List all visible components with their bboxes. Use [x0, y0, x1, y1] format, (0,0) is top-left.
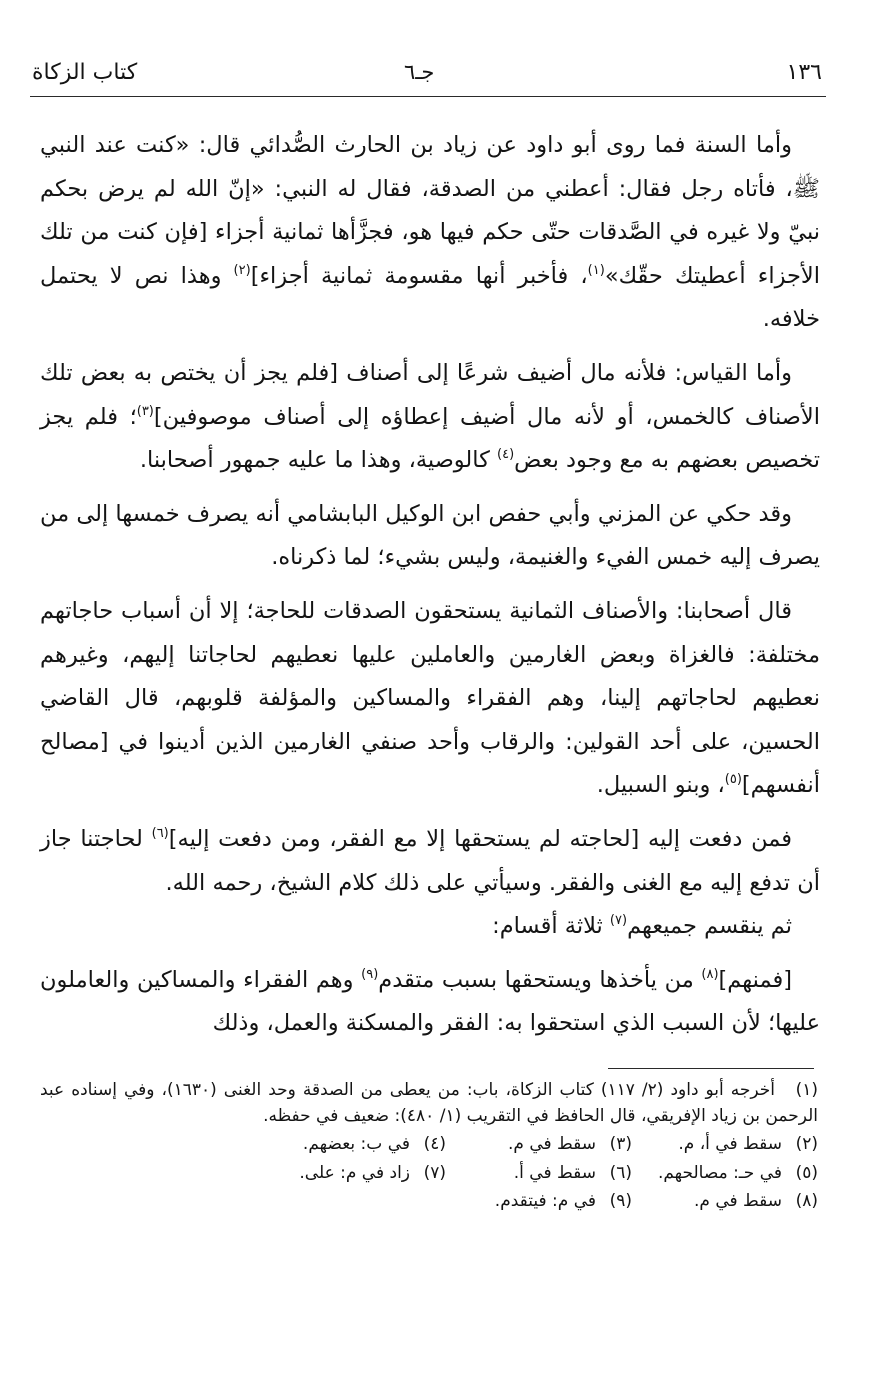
paragraph: [40, 905, 820, 949]
footnote-item: [632, 1161, 818, 1187]
footnote-text: في حـ: مصالحهم.: [657, 1162, 782, 1183]
page-header: [32, 52, 822, 96]
footnote-text: سقط في م.: [507, 1134, 596, 1154]
paragraph-text: قال أصحابنا: والأصناف الثمانية يستحقون الصدقات للحاجة؛ إلا أن أسباب حاجاتهم مختلفة: فالغزاة وبعض الغارمين والعاملين عليها نعطيهم لحاجاتنا إليهم، وغيرهم نعطيهم لحاجاتهم إلينا، وهم الفقراء والمساكين والمؤلفة قلوبهم، قال القاضي الحسين، على أحد القولين: والرقاب وأحد صنفي الغارمين الذين أدينوا في [مصالح أنفسهم]: [40, 597, 820, 799]
footnote-number: (٥): [795, 1162, 818, 1183]
page-number: ١٣٦: [786, 60, 822, 85]
header-divider: [30, 96, 826, 97]
footnote-number: (٧): [423, 1162, 446, 1183]
footnote-text: سقط في م.: [693, 1191, 782, 1211]
footnote-reference: (٤): [497, 447, 515, 463]
body-text: [40, 124, 820, 1056]
footnote-reference: (٣): [136, 403, 154, 419]
footnote-item: [632, 1132, 818, 1158]
paragraph: [40, 124, 820, 342]
footnote-number: (٨): [795, 1191, 818, 1211]
footnote-text: سقط في أ، م.: [678, 1134, 782, 1154]
footnote-item: [446, 1161, 632, 1187]
paragraph-text: [فمنهم]: [718, 966, 792, 993]
footnote-reference: (٢): [233, 262, 251, 278]
footnote-text: في م: فيتقدم.: [494, 1191, 596, 1211]
footnote-row: [40, 1132, 818, 1158]
volume-label: جـ٦: [404, 60, 435, 84]
paragraph-text: من يأخذها ويستحقها بسبب متقدم: [378, 966, 702, 993]
footnote-item: [260, 1132, 446, 1158]
paragraph-text: ثلاثة أقسام:: [492, 913, 610, 940]
paragraph-text: فمن دفعت إليه [لحاجته لم يستحقها إلا مع الفقر، ومن دفعت إليه]: [168, 825, 792, 852]
paragraph: [40, 818, 820, 905]
paragraph-text: لحاجتنا جاز أن تدفع إليه مع الغنى والفقر. وسيأتي على ذلك كلام الشيخ، رحمه الله.: [40, 825, 820, 896]
paragraph-text: وهم الفقراء والمساكين والعاملون عليها؛ لأن السبب الذي استحقوا به: الفقر والمسكنة والعمل، وذلك: [40, 966, 820, 1037]
footnote-item: [446, 1189, 632, 1215]
footnote-number: (٤): [423, 1134, 446, 1154]
footnote-reference: (١): [587, 262, 605, 278]
footnote-number: (٦): [609, 1162, 632, 1183]
book-title: كتاب الزكاة: [32, 60, 138, 85]
footnote-text: زاد في م: على.: [299, 1162, 410, 1183]
footnote-grid: [40, 1132, 818, 1215]
footnote-reference: (٨): [701, 966, 719, 982]
footnote-number: (٢): [795, 1134, 818, 1154]
paragraph-text: ؛ فلم يجز تخصيص بعضهم به مع وجود بعض: [40, 403, 820, 474]
footnote-1: [40, 1078, 818, 1129]
footnote-reference: (٩): [361, 966, 379, 982]
paragraph-text: وأما السنة فما روى أبو داود عن زياد بن الحارث الصُّدائي قال: «كنت عند النبي ﷺ، فأتاه رجل فقال: أعطني من الصدقة، فقال له النبي: «إنّ الله لم يرض بحكم نبيّ ولا غيره في الصَّدقات حتّى حكم فيها هو، فجزَّأها ثمانية أجزاء [فإن كنت من تلك الأجزاء أعطيتك حقّك»: [40, 132, 820, 289]
footnote-text: أخرجه أبو داود (٢/ ١١٧) كتاب الزكاة، باب: من يعطى من الصدقة وحد الغنى (١٦٣٠)، وفي إسناده عبد الرحمن بن زياد الإفريقي، قال الحافظ في التقريب (١/ ٤٨٠): ضعيف في حفظه.: [40, 1080, 818, 1126]
paragraph: [40, 959, 820, 1046]
paragraph-text: وقد حكي عن المزني وأبي حفص ابن الوكيل البابشامي أنه يصرف خمسها إلى من يصرف إليه خمس الفيء والغنيمة، وليس بشيء؛ لما ذكرناه.: [40, 500, 820, 571]
footnote-item: [446, 1132, 632, 1158]
paragraph-text: ، وبنو السبيل.: [596, 772, 725, 799]
footnote-reference: (٦): [151, 825, 169, 841]
footnotes: [40, 1078, 818, 1215]
footnote-reference: (٥): [724, 772, 742, 788]
footnote-number: (١): [795, 1080, 819, 1100]
footnote-text: في ب: بعضهم.: [302, 1134, 410, 1154]
paragraph-text: وهذا نص لا يحتمل خلافه.: [40, 262, 820, 333]
paragraph: [40, 590, 820, 808]
footnote-number: (٩): [609, 1191, 632, 1211]
footnote-item: [632, 1189, 818, 1215]
footnote-reference: (٧): [609, 913, 628, 929]
paragraph: [40, 352, 820, 483]
footnote-row: [40, 1161, 818, 1187]
footnote-divider: [608, 1068, 814, 1069]
paragraph: [40, 493, 820, 580]
footnote-row: [40, 1189, 818, 1215]
paragraph-text: ، فأخبر أنها مقسومة ثمانية أجزاء]: [250, 262, 588, 289]
footnote-text: سقط في أ.: [513, 1162, 596, 1183]
paragraph-text: ثم ينقسم جميعهم: [627, 913, 792, 940]
footnote-number: (٣): [609, 1134, 632, 1154]
paragraph-text: كالوصية، وهذا ما عليه جمهور أصحابنا.: [139, 447, 498, 474]
footnote-item: [260, 1161, 446, 1187]
paragraph-text: وأما القياس: فلأنه مال أضيف شرعًا إلى أصناف [فلم يجز أن يختص به بعض تلك الأصناف كالخمس، أو لأنه مال أضيف إعطاؤه إلى أصناف موصوفين]: [40, 359, 820, 430]
